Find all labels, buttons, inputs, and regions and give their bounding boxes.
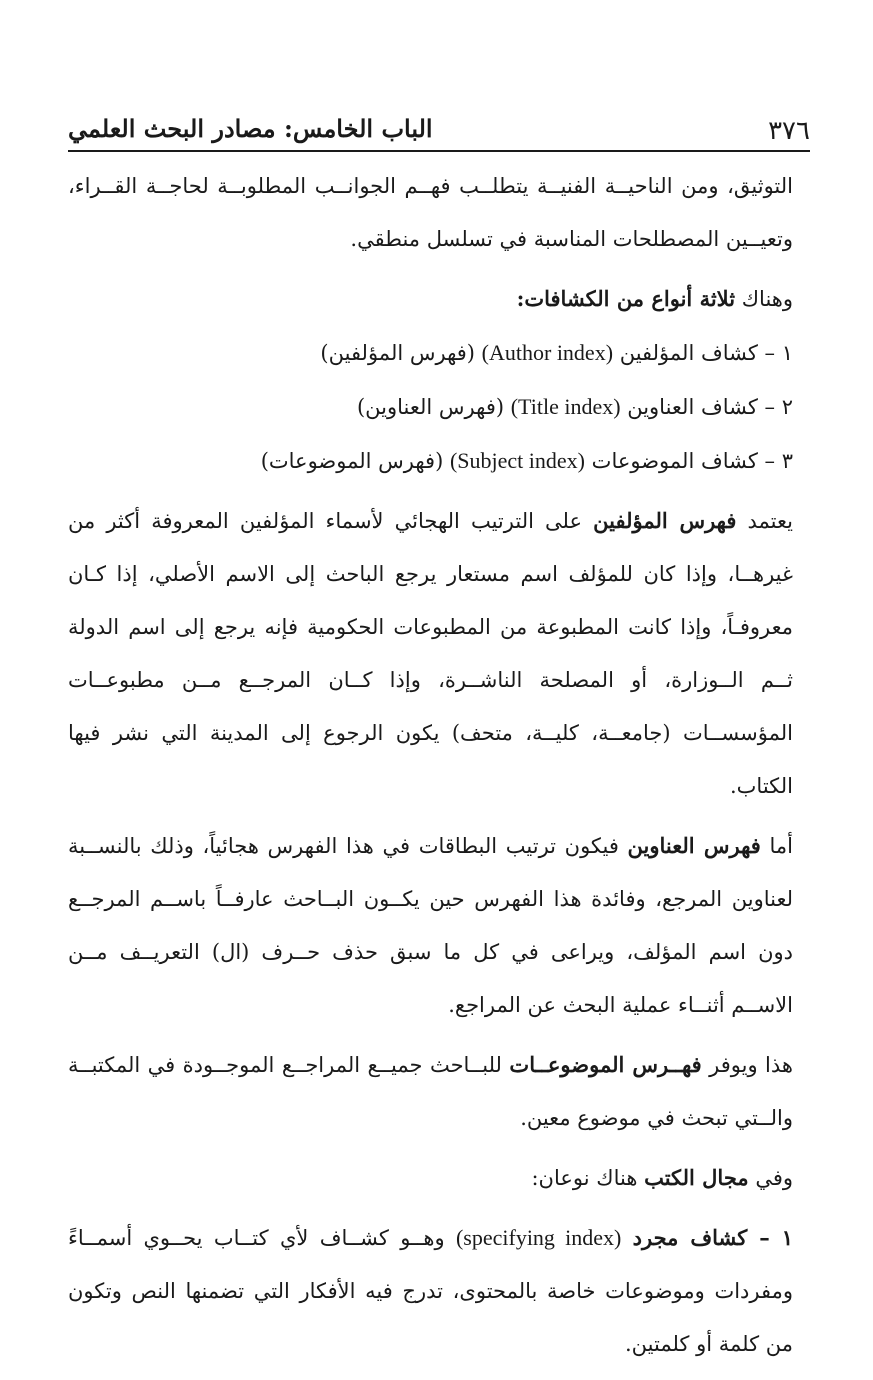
paragraph-books-field [68, 1151, 793, 1205]
specifying-rest: وهــو كشــاف لأي كتــاب يحــوي أسمــاءً ومفردات وموضوعات خاصة بالمحتوى، تدرج فيه الأفكار التي تضمنها النص وتكون من كلمة أو كلمتين. [68, 1226, 793, 1356]
author-prefix: يعتمد [736, 509, 793, 533]
specifying-latin: (specifying index) [455, 1225, 622, 1250]
books-bold: مجال الكتب [644, 1165, 749, 1190]
books-prefix: وفي [748, 1166, 793, 1190]
list-text: كشاف العناوين [620, 395, 758, 419]
title-bold: فهرس العناوين [627, 833, 761, 858]
types-bold: ثلاثة أنواع من الكشافات: [516, 286, 736, 311]
list-number: ٣ – [757, 449, 793, 473]
subject-rest: للبــاحث جميــع المراجــع الموجــودة في المكتبــة والــتي تبحث في موضوع معين. [68, 1053, 793, 1130]
list-after: (فهرس العناوين) [356, 395, 511, 419]
specifying-bold: ١ – كشاف مجرد [632, 1225, 794, 1250]
types-prefix: وهناك [735, 287, 793, 311]
list-number: ٢ – [757, 395, 793, 419]
list-latin: (Subject index) [449, 448, 585, 473]
title-rest: فيكون ترتيب البطاقات في هذا الفهرس هجائياً، وذلك بالنســبة لعناوين المرجع، وفائدة هذا الفهرس حين يكــون البــاحث عارفــاً باســم المرجــع دون اسم المؤلف، ويراعى في كل ما سبق حذف حــرف (ال) التعريــف مــن الاســم أثنــاء عملية البحث عن المراجع. [68, 834, 793, 1017]
paragraph-title-index [68, 819, 793, 1032]
list-item-subject [68, 434, 793, 488]
list-latin: (Author index) [481, 340, 614, 365]
list-item-title [68, 380, 793, 434]
subject-bold: فهــرس الموضوعــات [509, 1052, 702, 1077]
list-text: كشاف المؤلفين [613, 341, 758, 365]
books-rest: هناك نوعان: [531, 1166, 645, 1190]
list-after: (فهرس الموضوعات) [260, 449, 450, 473]
author-rest: على الترتيب الهجائي لأسماء المؤلفين المعروفة أكثر من غيرهــا، وإذا كان للمؤلف اسم مستعار يرجع الباحث إلى الاسم الأصلي، إذا كـان معروفـاً، وإذا كانت المطبوعة من المطبوعات الحكومية فإنه يرجع إلى اسم الدولة ثــم الــوزارة، أو المصلحة الناشــرة، وإذا كــان المرجــع مــن مطبوعــات المؤسســات (جامعــة، كليــة، متحف) يكون الرجوع إلى المدينة التي نشر فيها الكتاب. [68, 509, 793, 798]
paragraph-specifying-index [68, 1211, 793, 1371]
list-number: ١ – [757, 341, 793, 365]
title-prefix: أما [760, 834, 793, 858]
paragraph-types-heading [68, 272, 793, 326]
list-after: (فهرس المؤلفين) [320, 341, 482, 365]
list-text: كشاف الموضوعات [585, 449, 758, 473]
running-title: الباب الخامس: مصادر البحث العلمي [68, 114, 433, 143]
page-header [68, 110, 810, 152]
body-text [68, 160, 793, 1371]
paragraph-subject-index [68, 1038, 793, 1145]
page-number: ٣٧٦ [768, 116, 810, 146]
list-latin: (Title index) [510, 394, 621, 419]
header-rule [68, 150, 810, 152]
subject-prefix: هذا ويوفر [701, 1053, 793, 1077]
paragraph-author-index [68, 494, 793, 813]
paragraph-intro: التوثيق، ومن الناحيــة الفنيــة يتطلــب فهــم الجوانــب المطلوبــة لحاجــة القــراء، وتعيــين المصطلحات المناسبة في تسلسل منطقي. [68, 174, 793, 251]
list-item-author [68, 326, 793, 380]
author-bold: فهرس المؤلفين [593, 508, 737, 533]
